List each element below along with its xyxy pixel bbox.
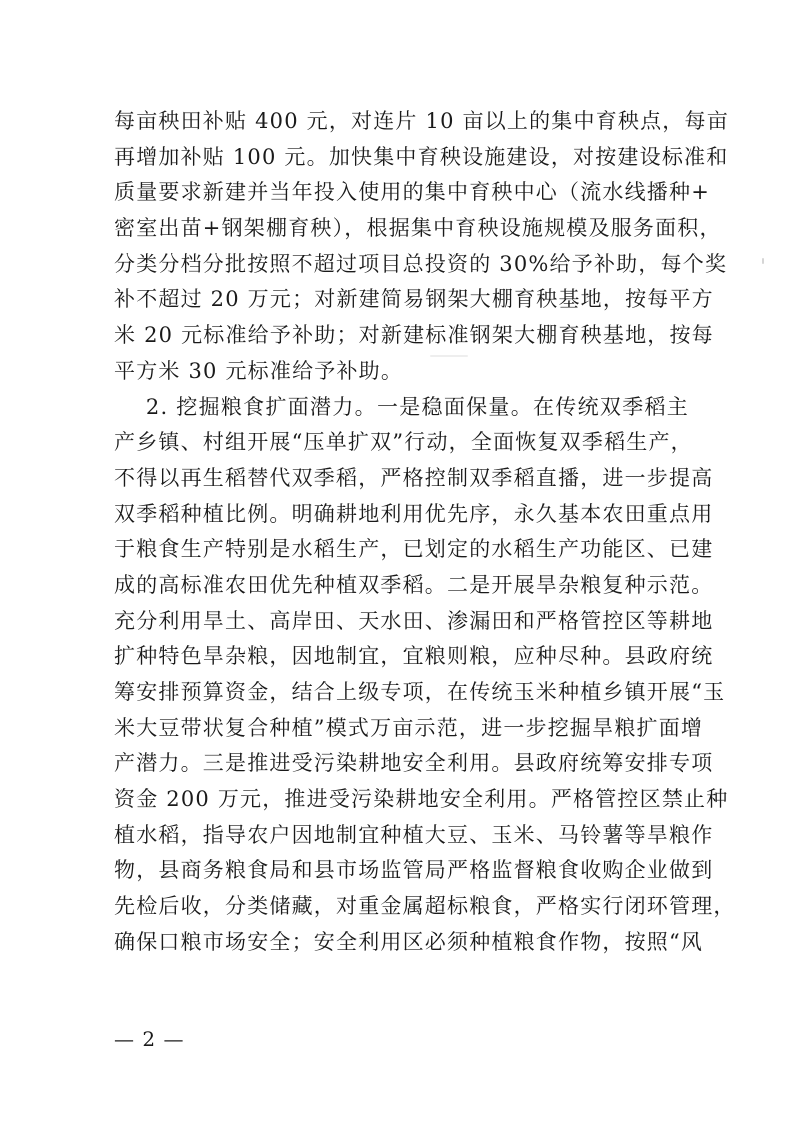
text-line: 分类分档分批按照不超过项目总投资的 30%给予补助，每个奖 [114,251,728,276]
text-line: 再增加补贴 100 元。加快集中育秧设施建设，对按建设标准和 [114,144,729,169]
page-number: — 2 — [114,1027,185,1051]
text-line: 先检后收，分类储藏，对重金属超标粮食，严格实行闭环管理， [114,894,736,919]
text-line: 成的高标准农田优先种植双季稻。二是开展旱杂粮复种示范。 [114,572,714,597]
text-line: 不得以再生稻替代双季稻，严格控制双季稻直播，进一步提高 [114,465,714,490]
scan-speck [762,258,764,264]
text-line: 2. 挖掘粮食扩面潜力。一是稳面保量。在传统双季稻主 [114,394,689,419]
text-line: 资金 200 万元，推进受污染耕地安全利用。严格管控区禁止种 [114,787,729,812]
text-line: 米大豆带状复合种植”模式万亩示范，进一步挖掘旱粮扩面增 [114,715,704,740]
text-line: 扩种特色旱杂粮，因地制宜，宜粮则粮，应种尽种。县政府统 [114,644,714,669]
scan-speck [430,355,468,357]
text-line: 米 20 元标准给予补助；对新建标准钢架大棚育秧基地，按每 [114,323,714,348]
text-line: 每亩秧田补贴 400 元，对连片 10 亩以上的集中育秧点，每亩 [114,109,729,133]
text-line: 产乡镇、村组开展“压单扩双”行动，全面恢复双季稻生产， [114,430,693,455]
text-line: 充分利用旱土、高岸田、天水田、渗漏田和严格管控区等耕地 [114,608,714,633]
text-line: 确保口粮市场安全；安全利用区必须种植粮食作物，按照“风 [114,929,704,954]
text-line: 质量要求新建并当年投入使用的集中育秧中心（流水线播种+ [114,180,710,205]
text-line: 筹安排预算资金，结合上级专项，在传统玉米种植乡镇开展“玉 [114,680,726,704]
text-line: 产潜力。三是推进受污染耕地安全利用。县政府统筹安排专项 [114,751,714,776]
body-text [114,104,736,961]
text-line: 植水稻，指导农户因地制宜种植大豆、玉米、马铃薯等旱粮作 [114,822,714,847]
text-line: 补不超过 20 万元；对新建简易钢架大棚育秧基地，按每平方 [114,287,714,312]
text-line: 双季稻种植比例。明确耕地利用优先序，永久基本农田重点用 [114,501,714,526]
text-line: 物，县商务粮食局和县市场监管局严格监督粮食收购企业做到 [114,858,714,883]
text-line: 密室出苗+钢架棚育秧），根据集中育秧设施规模及服务面积， [114,216,722,241]
text-line: 平方米 30 元标准给予补助。 [114,358,404,383]
text-line: 于粮食生产特别是水稻生产，已划定的水稻生产功能区、已建 [114,537,714,562]
